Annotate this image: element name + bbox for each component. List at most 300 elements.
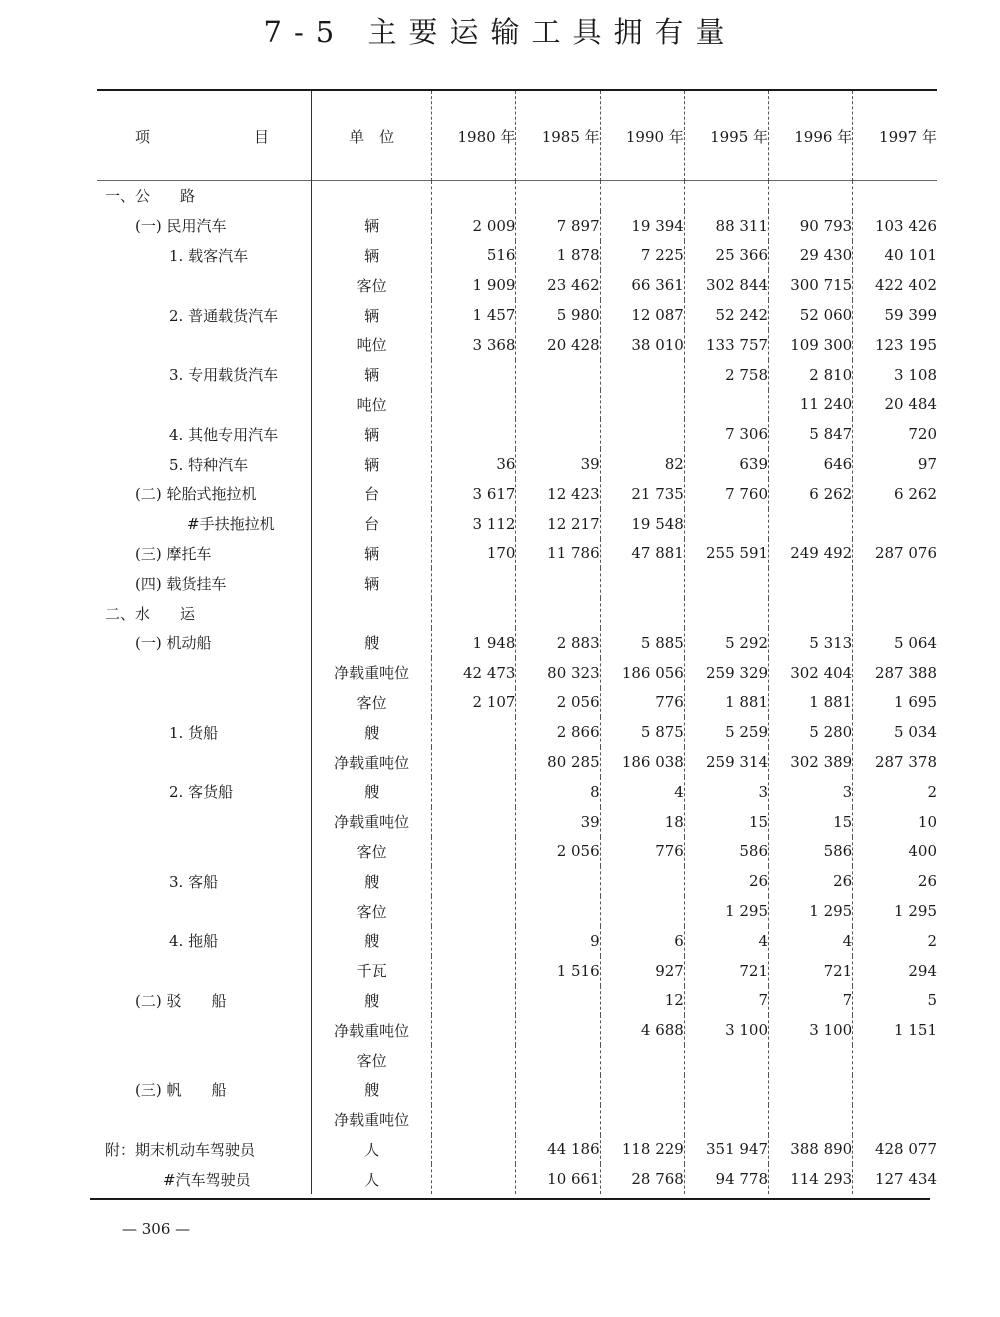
row-value: 7 bbox=[684, 986, 768, 1016]
row-value bbox=[432, 568, 516, 598]
row-value: 388 890 bbox=[769, 1135, 853, 1165]
row-label: 5. 特种汽车 bbox=[169, 455, 249, 474]
row-label: (二) 轮胎式拖拉机 bbox=[135, 485, 257, 504]
row-unit: 艘 bbox=[312, 1075, 432, 1105]
row-value: 1 881 bbox=[684, 688, 768, 718]
row-unit: 辆 bbox=[312, 360, 432, 390]
row-unit: 辆 bbox=[312, 419, 432, 449]
row-value bbox=[432, 896, 516, 926]
table-row bbox=[97, 837, 937, 867]
row-value: 127 434 bbox=[853, 1164, 937, 1194]
row-value: 4 bbox=[684, 926, 768, 956]
row-value: 123 195 bbox=[853, 330, 937, 360]
row-value: 3 bbox=[769, 777, 853, 807]
row-value bbox=[432, 1045, 516, 1075]
row-value bbox=[853, 1075, 937, 1105]
table-row bbox=[97, 270, 937, 300]
row-unit: 客位 bbox=[312, 837, 432, 867]
header-item-a: 项 bbox=[135, 127, 151, 146]
row-value: 11 786 bbox=[516, 539, 600, 569]
row-label: (一) 机动船 bbox=[135, 634, 212, 653]
row-label bbox=[97, 1105, 312, 1135]
row-value: 586 bbox=[684, 837, 768, 867]
row-value: 2 bbox=[853, 777, 937, 807]
row-value bbox=[432, 866, 516, 896]
row-value: 10 bbox=[853, 807, 937, 837]
page-number: — 306 — bbox=[122, 1220, 191, 1238]
row-value: 5 bbox=[853, 986, 937, 1016]
row-value bbox=[600, 419, 684, 449]
row-value: 259 329 bbox=[684, 658, 768, 688]
row-value bbox=[432, 1075, 516, 1105]
row-label bbox=[97, 390, 312, 420]
row-value: 47 881 bbox=[600, 539, 684, 569]
row-label: (二) 驳 船 bbox=[135, 991, 227, 1010]
row-value: 1 909 bbox=[432, 270, 516, 300]
row-value bbox=[769, 598, 853, 628]
page-title: 7-5 主要运输工具拥有量 bbox=[263, 15, 737, 49]
row-unit: 客位 bbox=[312, 1045, 432, 1075]
row-value: 94 778 bbox=[684, 1164, 768, 1194]
row-value: 80 323 bbox=[516, 658, 600, 688]
row-unit: 辆 bbox=[312, 539, 432, 569]
row-value: 2 056 bbox=[516, 837, 600, 867]
row-value bbox=[516, 360, 600, 390]
row-value: 23 462 bbox=[516, 270, 600, 300]
table-body bbox=[97, 181, 937, 1194]
row-value: 4 bbox=[769, 926, 853, 956]
row-value: 7 760 bbox=[684, 479, 768, 509]
row-value: 5 313 bbox=[769, 628, 853, 658]
row-value: 927 bbox=[600, 956, 684, 986]
row-value: 25 366 bbox=[684, 241, 768, 271]
row-value bbox=[853, 181, 937, 211]
row-value bbox=[432, 956, 516, 986]
row-value bbox=[432, 747, 516, 777]
row-value: 5 034 bbox=[853, 717, 937, 747]
table-row bbox=[97, 747, 937, 777]
row-value: 5 875 bbox=[600, 717, 684, 747]
row-value: 351 947 bbox=[684, 1135, 768, 1165]
row-label: 2. 普通载货汽车 bbox=[169, 306, 279, 325]
row-label bbox=[97, 956, 312, 986]
row-value: 422 402 bbox=[853, 270, 937, 300]
row-unit: 客位 bbox=[312, 688, 432, 718]
row-value: 36 bbox=[432, 449, 516, 479]
row-value bbox=[516, 181, 600, 211]
row-value bbox=[600, 181, 684, 211]
row-label: 2. 客货船 bbox=[169, 783, 234, 802]
row-unit: 吨位 bbox=[312, 330, 432, 360]
row-value: 646 bbox=[769, 449, 853, 479]
row-value: 2 056 bbox=[516, 688, 600, 718]
row-value bbox=[432, 926, 516, 956]
row-label bbox=[97, 270, 312, 300]
row-value: 88 311 bbox=[684, 211, 768, 241]
header-year: 1990 年 bbox=[600, 91, 684, 181]
row-value bbox=[432, 1135, 516, 1165]
row-unit: 辆 bbox=[312, 211, 432, 241]
row-value: 5 980 bbox=[516, 300, 600, 330]
row-value bbox=[432, 717, 516, 747]
row-value: 20 428 bbox=[516, 330, 600, 360]
row-value: 26 bbox=[684, 866, 768, 896]
row-label bbox=[97, 896, 312, 926]
row-value bbox=[600, 390, 684, 420]
table-row bbox=[97, 479, 937, 509]
row-value: 186 056 bbox=[600, 658, 684, 688]
row-value bbox=[853, 509, 937, 539]
row-value bbox=[432, 598, 516, 628]
row-value: 287 076 bbox=[853, 539, 937, 569]
row-value bbox=[516, 986, 600, 1016]
row-value bbox=[600, 360, 684, 390]
header-item-b: 目 bbox=[253, 127, 269, 146]
row-unit: 净载重吨位 bbox=[312, 1015, 432, 1045]
table-row bbox=[97, 1045, 937, 1075]
table-row bbox=[97, 926, 937, 956]
row-value bbox=[853, 1105, 937, 1135]
row-value: 12 423 bbox=[516, 479, 600, 509]
row-value bbox=[769, 568, 853, 598]
row-value: 2 866 bbox=[516, 717, 600, 747]
row-value: 5 885 bbox=[600, 628, 684, 658]
row-value: 133 757 bbox=[684, 330, 768, 360]
row-label: (三) 帆 船 bbox=[135, 1081, 227, 1100]
row-value: 776 bbox=[600, 837, 684, 867]
table-row bbox=[97, 896, 937, 926]
table-row bbox=[97, 1135, 937, 1165]
row-value: 10 661 bbox=[516, 1164, 600, 1194]
table-row bbox=[97, 688, 937, 718]
row-value: 40 101 bbox=[853, 241, 937, 271]
row-unit: 艘 bbox=[312, 777, 432, 807]
row-value: 66 361 bbox=[600, 270, 684, 300]
row-value: 1 295 bbox=[853, 896, 937, 926]
table-row bbox=[97, 539, 937, 569]
table-row bbox=[97, 866, 937, 896]
row-value bbox=[769, 509, 853, 539]
row-value: 7 225 bbox=[600, 241, 684, 271]
row-value: 114 293 bbox=[769, 1164, 853, 1194]
row-label: 附：期末机动车驾驶员 bbox=[105, 1140, 256, 1159]
row-value: 26 bbox=[769, 866, 853, 896]
row-unit: 台 bbox=[312, 479, 432, 509]
row-unit: 净载重吨位 bbox=[312, 747, 432, 777]
row-label: (三) 摩托车 bbox=[135, 544, 212, 563]
row-value: 28 768 bbox=[600, 1164, 684, 1194]
header-unit: 单 位 bbox=[312, 91, 432, 181]
row-value: 5 847 bbox=[769, 419, 853, 449]
row-value: 1 151 bbox=[853, 1015, 937, 1045]
row-value bbox=[684, 181, 768, 211]
row-value: 720 bbox=[853, 419, 937, 449]
row-value: 29 430 bbox=[769, 241, 853, 271]
row-unit: 艘 bbox=[312, 628, 432, 658]
row-value bbox=[684, 1045, 768, 1075]
row-unit bbox=[312, 598, 432, 628]
row-value: 300 715 bbox=[769, 270, 853, 300]
row-value: 3 100 bbox=[769, 1015, 853, 1045]
row-value bbox=[769, 1075, 853, 1105]
row-value: 4 bbox=[600, 777, 684, 807]
row-value bbox=[853, 568, 937, 598]
table-row bbox=[97, 330, 937, 360]
row-label: 二、水 运 bbox=[105, 604, 196, 623]
row-value: 11 240 bbox=[769, 390, 853, 420]
row-value: 2 758 bbox=[684, 360, 768, 390]
header-year: 1985 年 bbox=[516, 91, 600, 181]
row-label bbox=[97, 330, 312, 360]
row-value bbox=[432, 181, 516, 211]
row-label: (一) 民用汽车 bbox=[135, 217, 227, 236]
row-label: 4. 拖船 bbox=[169, 932, 219, 951]
table-row bbox=[97, 211, 937, 241]
row-value bbox=[516, 568, 600, 598]
row-label: 一、公 路 bbox=[105, 187, 196, 206]
row-label: #手扶拖拉机 bbox=[187, 515, 275, 534]
row-unit: 净载重吨位 bbox=[312, 658, 432, 688]
table-header-row bbox=[97, 91, 937, 181]
table-row bbox=[97, 300, 937, 330]
table-row bbox=[97, 390, 937, 420]
row-value bbox=[684, 598, 768, 628]
row-value bbox=[853, 1045, 937, 1075]
row-value: 8 bbox=[516, 777, 600, 807]
row-label bbox=[97, 837, 312, 867]
row-value bbox=[769, 181, 853, 211]
row-value bbox=[684, 1075, 768, 1105]
row-unit: 人 bbox=[312, 1164, 432, 1194]
row-value: 170 bbox=[432, 539, 516, 569]
table-row bbox=[97, 628, 937, 658]
row-value: 5 292 bbox=[684, 628, 768, 658]
row-unit: 客位 bbox=[312, 270, 432, 300]
header-item bbox=[97, 91, 312, 181]
row-value: 3 108 bbox=[853, 360, 937, 390]
row-label bbox=[97, 688, 312, 718]
row-value bbox=[600, 598, 684, 628]
table-row bbox=[97, 1015, 937, 1045]
row-value bbox=[516, 598, 600, 628]
row-value: 586 bbox=[769, 837, 853, 867]
row-value bbox=[516, 1045, 600, 1075]
row-value: 1 948 bbox=[432, 628, 516, 658]
header-year: 1980 年 bbox=[432, 91, 516, 181]
table-row bbox=[97, 717, 937, 747]
row-value: 1 695 bbox=[853, 688, 937, 718]
row-value bbox=[432, 777, 516, 807]
row-value: 6 262 bbox=[853, 479, 937, 509]
table-bottom-rule bbox=[90, 1198, 930, 1200]
row-value: 3 112 bbox=[432, 509, 516, 539]
row-value: 118 229 bbox=[600, 1135, 684, 1165]
row-value: 2 883 bbox=[516, 628, 600, 658]
row-value: 5 259 bbox=[684, 717, 768, 747]
row-value bbox=[516, 866, 600, 896]
row-value: 80 285 bbox=[516, 747, 600, 777]
row-value: 1 295 bbox=[684, 896, 768, 926]
row-label: 1. 货船 bbox=[169, 723, 219, 742]
row-value: 7 306 bbox=[684, 419, 768, 449]
row-value: 776 bbox=[600, 688, 684, 718]
row-value bbox=[432, 1105, 516, 1135]
transport-table bbox=[97, 91, 937, 1194]
row-value: 5 064 bbox=[853, 628, 937, 658]
row-value: 1 881 bbox=[769, 688, 853, 718]
row-value bbox=[516, 390, 600, 420]
row-value: 19 548 bbox=[600, 509, 684, 539]
row-value: 249 492 bbox=[769, 539, 853, 569]
row-value bbox=[684, 509, 768, 539]
row-value: 3 100 bbox=[684, 1015, 768, 1045]
row-value bbox=[600, 1075, 684, 1105]
row-value: 294 bbox=[853, 956, 937, 986]
row-value: 12 087 bbox=[600, 300, 684, 330]
row-value bbox=[600, 1105, 684, 1135]
row-value: 428 077 bbox=[853, 1135, 937, 1165]
row-value: 21 735 bbox=[600, 479, 684, 509]
row-value bbox=[600, 568, 684, 598]
row-value bbox=[432, 986, 516, 1016]
row-value: 97 bbox=[853, 449, 937, 479]
row-value: 1 878 bbox=[516, 241, 600, 271]
row-unit: 净载重吨位 bbox=[312, 807, 432, 837]
row-value: 20 484 bbox=[853, 390, 937, 420]
row-value: 103 426 bbox=[853, 211, 937, 241]
row-value bbox=[432, 807, 516, 837]
row-value bbox=[769, 1105, 853, 1135]
row-value: 3 617 bbox=[432, 479, 516, 509]
row-value: 109 300 bbox=[769, 330, 853, 360]
row-value: 721 bbox=[684, 956, 768, 986]
row-value: 9 bbox=[516, 926, 600, 956]
row-value: 39 bbox=[516, 807, 600, 837]
table-row bbox=[97, 509, 937, 539]
row-value bbox=[684, 1105, 768, 1135]
header-year: 1996 年 bbox=[769, 91, 853, 181]
row-unit: 辆 bbox=[312, 449, 432, 479]
header-year: 1997 年 bbox=[853, 91, 937, 181]
row-value: 6 bbox=[600, 926, 684, 956]
row-label bbox=[97, 747, 312, 777]
row-value: 26 bbox=[853, 866, 937, 896]
table-row bbox=[97, 777, 937, 807]
row-value bbox=[684, 568, 768, 598]
row-value: 1 457 bbox=[432, 300, 516, 330]
row-value bbox=[516, 419, 600, 449]
row-value bbox=[432, 390, 516, 420]
row-value bbox=[853, 598, 937, 628]
row-unit: 艘 bbox=[312, 926, 432, 956]
table-row bbox=[97, 568, 937, 598]
row-value: 639 bbox=[684, 449, 768, 479]
row-unit: 辆 bbox=[312, 300, 432, 330]
row-unit: 吨位 bbox=[312, 390, 432, 420]
table-row bbox=[97, 986, 937, 1016]
row-unit: 辆 bbox=[312, 568, 432, 598]
row-unit: 艘 bbox=[312, 717, 432, 747]
table-row bbox=[97, 658, 937, 688]
row-label bbox=[97, 1015, 312, 1045]
row-label: #汽车驾驶员 bbox=[163, 1170, 251, 1189]
table-row bbox=[97, 1075, 937, 1105]
row-value bbox=[432, 360, 516, 390]
table-row bbox=[97, 1105, 937, 1135]
row-value: 1 516 bbox=[516, 956, 600, 986]
row-value: 302 404 bbox=[769, 658, 853, 688]
row-value: 2 bbox=[853, 926, 937, 956]
row-value: 38 010 bbox=[600, 330, 684, 360]
table-row bbox=[97, 360, 937, 390]
row-value: 400 bbox=[853, 837, 937, 867]
row-value: 19 394 bbox=[600, 211, 684, 241]
row-value: 15 bbox=[769, 807, 853, 837]
row-unit: 千瓦 bbox=[312, 956, 432, 986]
row-label bbox=[97, 807, 312, 837]
row-value: 44 186 bbox=[516, 1135, 600, 1165]
row-value bbox=[432, 1015, 516, 1045]
row-value: 7 897 bbox=[516, 211, 600, 241]
row-label: 4. 其他专用汽车 bbox=[169, 425, 279, 444]
row-value bbox=[432, 837, 516, 867]
row-value: 1 295 bbox=[769, 896, 853, 926]
row-value: 6 262 bbox=[769, 479, 853, 509]
table-row bbox=[97, 181, 937, 211]
row-value bbox=[516, 1075, 600, 1105]
row-value: 42 473 bbox=[432, 658, 516, 688]
row-value: 7 bbox=[769, 986, 853, 1016]
row-value: 516 bbox=[432, 241, 516, 271]
row-value: 2 810 bbox=[769, 360, 853, 390]
row-value bbox=[769, 1045, 853, 1075]
row-value: 3 368 bbox=[432, 330, 516, 360]
row-value bbox=[684, 390, 768, 420]
row-unit: 艘 bbox=[312, 986, 432, 1016]
row-value: 59 399 bbox=[853, 300, 937, 330]
row-value bbox=[600, 866, 684, 896]
row-value: 186 038 bbox=[600, 747, 684, 777]
table-row bbox=[97, 241, 937, 271]
row-unit: 艘 bbox=[312, 866, 432, 896]
row-value: 302 844 bbox=[684, 270, 768, 300]
table-row bbox=[97, 419, 937, 449]
row-value: 721 bbox=[769, 956, 853, 986]
table-row bbox=[97, 449, 937, 479]
row-unit: 辆 bbox=[312, 241, 432, 271]
row-unit bbox=[312, 181, 432, 211]
row-unit: 人 bbox=[312, 1135, 432, 1165]
row-value: 2 107 bbox=[432, 688, 516, 718]
row-value: 90 793 bbox=[769, 211, 853, 241]
row-value: 3 bbox=[684, 777, 768, 807]
row-value: 287 388 bbox=[853, 658, 937, 688]
row-value: 82 bbox=[600, 449, 684, 479]
row-value bbox=[432, 419, 516, 449]
row-value: 12 bbox=[600, 986, 684, 1016]
row-label: 3. 客船 bbox=[169, 872, 219, 891]
row-value: 18 bbox=[600, 807, 684, 837]
row-value bbox=[516, 1015, 600, 1045]
row-value: 2 009 bbox=[432, 211, 516, 241]
table-row bbox=[97, 807, 937, 837]
table-row bbox=[97, 1164, 937, 1194]
row-value bbox=[516, 896, 600, 926]
row-value bbox=[516, 1105, 600, 1135]
row-value: 12 217 bbox=[516, 509, 600, 539]
row-label: 3. 专用载货汽车 bbox=[169, 366, 279, 385]
row-label: 1. 载客汽车 bbox=[169, 246, 249, 265]
